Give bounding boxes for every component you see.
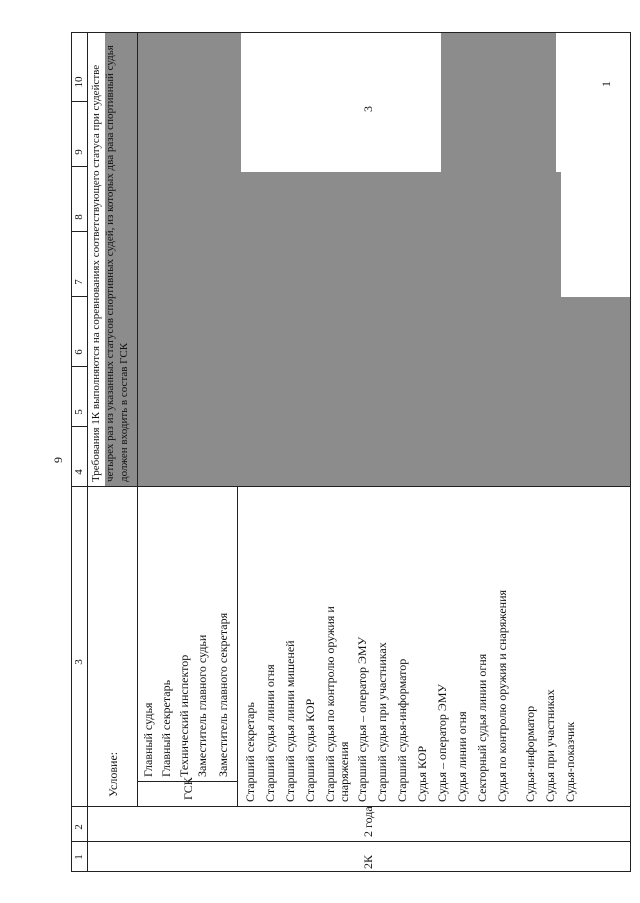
line-col2 — [71, 806, 631, 807]
header-col-7: 7 — [73, 279, 85, 285]
position-row: Старший судья при участниках — [375, 642, 389, 802]
header-col-3: 3 — [73, 659, 85, 665]
header-col-9: 9 — [73, 149, 85, 155]
line-col3 — [71, 486, 631, 487]
header-col-10: 10 — [73, 76, 85, 88]
gsk-position: Заместитель главного судьи — [195, 634, 209, 777]
cell-value-col8-9: 3 — [361, 106, 375, 112]
line-col8 — [71, 166, 87, 167]
shading-block-f — [441, 32, 561, 297]
rotated-page — [71, 32, 640, 869]
cell-col10-top — [556, 32, 631, 172]
position-row: Старший судья линии огня — [263, 664, 277, 802]
condition-label: Условие: — [106, 751, 120, 797]
gsk-position: Главный секретарь — [159, 679, 173, 777]
gsk-position: Технический инспектор — [177, 654, 191, 777]
line-after-gsk — [237, 487, 238, 807]
header-col-4: 4 — [73, 469, 85, 475]
position-row: Старший судья линии мишеней — [283, 640, 297, 802]
position-row: Судья по контролю оружия и снаряжения — [495, 589, 509, 802]
position-row: Старший судья КОР — [303, 698, 317, 802]
position-row: Судья КОР — [415, 745, 429, 802]
header-col-5: 5 — [73, 409, 85, 415]
shading-block-b — [155, 32, 241, 487]
line-top — [71, 32, 72, 872]
cell-cols8-9-mid — [241, 32, 441, 172]
header-col-6: 6 — [73, 349, 85, 355]
header-col-8: 8 — [73, 214, 85, 220]
line-under-condition — [137, 32, 138, 807]
position-row: Старший судья – оператор ЭМУ — [355, 636, 369, 802]
header-col-1: 1 — [73, 854, 85, 860]
position-row: Старший секретарь — [243, 702, 257, 802]
page-number: 9 — [51, 457, 65, 463]
line-col5 — [71, 366, 87, 367]
gsk-label: ГСК — [181, 777, 195, 800]
line-left — [71, 871, 631, 872]
period-label: 2 года — [361, 806, 375, 837]
line-col6 — [71, 296, 87, 297]
gsk-position: Главный судья — [141, 702, 155, 777]
position-row: Старший судья-информатор — [395, 658, 409, 802]
qualification-table — [71, 32, 631, 872]
line-col9 — [71, 101, 87, 102]
position-row: Судья – оператор ЭМУ — [435, 684, 449, 802]
position-row: Судья-информатор — [523, 705, 537, 802]
position-row: Секторный судья линии огня — [475, 653, 489, 802]
line-right — [71, 32, 631, 33]
line-col4 — [71, 426, 87, 427]
header-col-2: 2 — [73, 824, 85, 830]
position-row: Судья-показчик — [563, 721, 577, 802]
shading-block-d — [361, 297, 631, 487]
position-row: Старший судья по контролю оружия и снаряжения — [323, 606, 351, 802]
gsk-position: Заместитель главного секретаря — [216, 612, 230, 777]
position-row: Судья при участниках — [543, 689, 557, 802]
condition-text: Требования 1К выполняются на соревнованиях соответствующего статуса при судействе четырех раз из указанных статусов спортивных судей, из которых два раза спортивный судья должен входить в состав ГСК — [90, 45, 130, 482]
position-row: Судья линии огня — [455, 711, 469, 802]
line-col7 — [71, 231, 87, 232]
line-bottom — [630, 32, 631, 872]
cell-value-col10: 1 — [599, 81, 613, 87]
group-2k-label: 2К — [361, 854, 375, 869]
line-under-headers — [87, 32, 88, 872]
line-col1 — [71, 841, 631, 842]
shading-block-e — [361, 172, 441, 297]
